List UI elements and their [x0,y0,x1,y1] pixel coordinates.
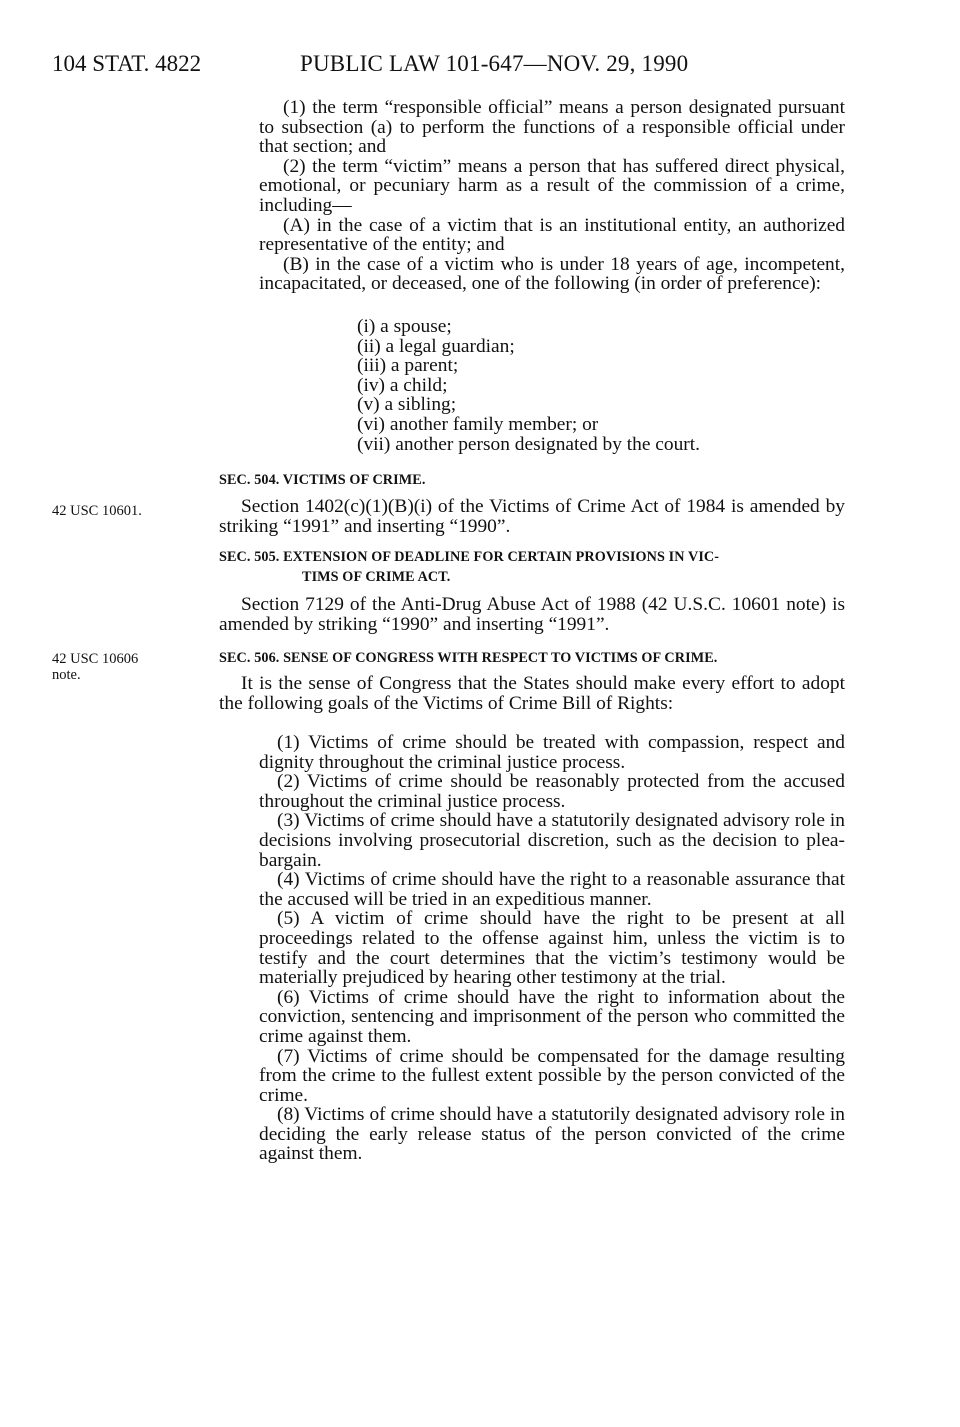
definition-subitem-b: (B) in the case of a victim who is under 18 years of age, incompetent, incapacitated, or deceased, one of the following (in order of preference): [259,253,845,295]
goal-item: (2) Victims of crime should be reasonably protected from the accused throughout the criminal justice process. [259,771,845,812]
goal-item: (6) Victims of crime should have the right to information about the conviction, sentencing and imprisonment of the person who committed the crime against them. [259,986,845,1047]
list-item: (iv) a child; [357,374,448,396]
goal-item: (7) Victims of crime should be compensated for the damage resulting from the crime to the fullest extent possible by the person convicted of the crime. [259,1045,845,1106]
definitions-block [259,98,845,294]
list-item: (iii) a parent; [357,355,459,377]
list-item: (vi) another family member; or [357,413,599,435]
sec-506-margin-note-line2: note. [52,667,81,683]
definition-victim: (2) the term “victim” means a person that has suffered direct physical, emotional, or pecuniary harm as a result of the commission of a crime, including— [259,155,845,216]
sec-506-intro: It is the sense of Congress that the States should make every effort to adopt the following goals of the Victims of Crime Bill of Rights: [219,673,845,714]
sec-505-text: Section 7129 of the Anti-Drug Abuse Act of 1988 (42 U.S.C. 10601 note) is amended by striking “1990” and inserting “1991”. [219,594,845,635]
sec-505-heading-line2: TIMS OF CRIME ACT. [302,569,451,585]
sec-506-margin-note-line1: 42 USC 10606 [52,651,139,667]
definition-responsible-official: (1) the term “responsible official” means a person designated pursuant to subsection (a) to perform the functions of a responsible official under that section; and [259,97,845,158]
goal-item: (5) A victim of crime should have the right to be present at all proceedings related to the offense against him, unless the victim is to testify and the court determines that the victim’s testimony would be materially prejudiced by hearing other testimony at the trial. [259,908,845,989]
list-item: (v) a sibling; [357,394,457,416]
list-item: (ii) a legal guardian; [357,335,515,357]
goal-item: (8) Victims of crime should have a statutorily designated advisory role in deciding the early release status of the person convicted of the crime against them. [259,1104,845,1165]
goal-item: (4) Victims of crime should have the right to a reasonable assurance that the accused will be tried in an expeditious manner. [259,869,845,910]
definition-subitem-a: (A) in the case of a victim that is an institutional entity, an authorized representative of the entity; and [259,214,845,256]
goal-item: (3) Victims of crime should have a statutorily designated advisory role in decisions involving prosecutorial discretion, such as the decision to plea-bargain. [259,810,845,871]
sec-504-text: Section 1402(c)(1)(B)(i) of the Victims of Crime Act of 1984 is amended by striking “1991” and inserting “1990”. [219,496,845,537]
sec-505-text-block [219,595,845,634]
sec-505-heading-line1: SEC. 505. EXTENSION OF DEADLINE FOR CERTAIN PROVISIONS IN VIC- [219,549,720,565]
sec-504-heading: SEC. 504. VICTIMS OF CRIME. [219,472,426,488]
sec-506-heading: SEC. 506. SENSE OF CONGRESS WITH RESPECT TO VICTIMS OF CRIME. [219,650,718,666]
goal-item: (1) Victims of crime should be treated with compassion, respect and dignity throughout the criminal justice process. [259,732,845,773]
bill-of-rights-goals [259,733,845,1164]
sec-506-intro-block [219,674,845,713]
public-law-header: PUBLIC LAW 101-647—NOV. 29, 1990 [300,51,689,76]
preference-list [357,317,700,454]
page-number-header: 104 STAT. 4822 [52,51,202,76]
list-item: (vii) another person designated by the court. [357,433,701,455]
sec-504-margin-note: 42 USC 10601. [52,503,142,519]
sec-504-text-block [219,497,845,536]
list-item: (i) a spouse; [357,316,452,337]
